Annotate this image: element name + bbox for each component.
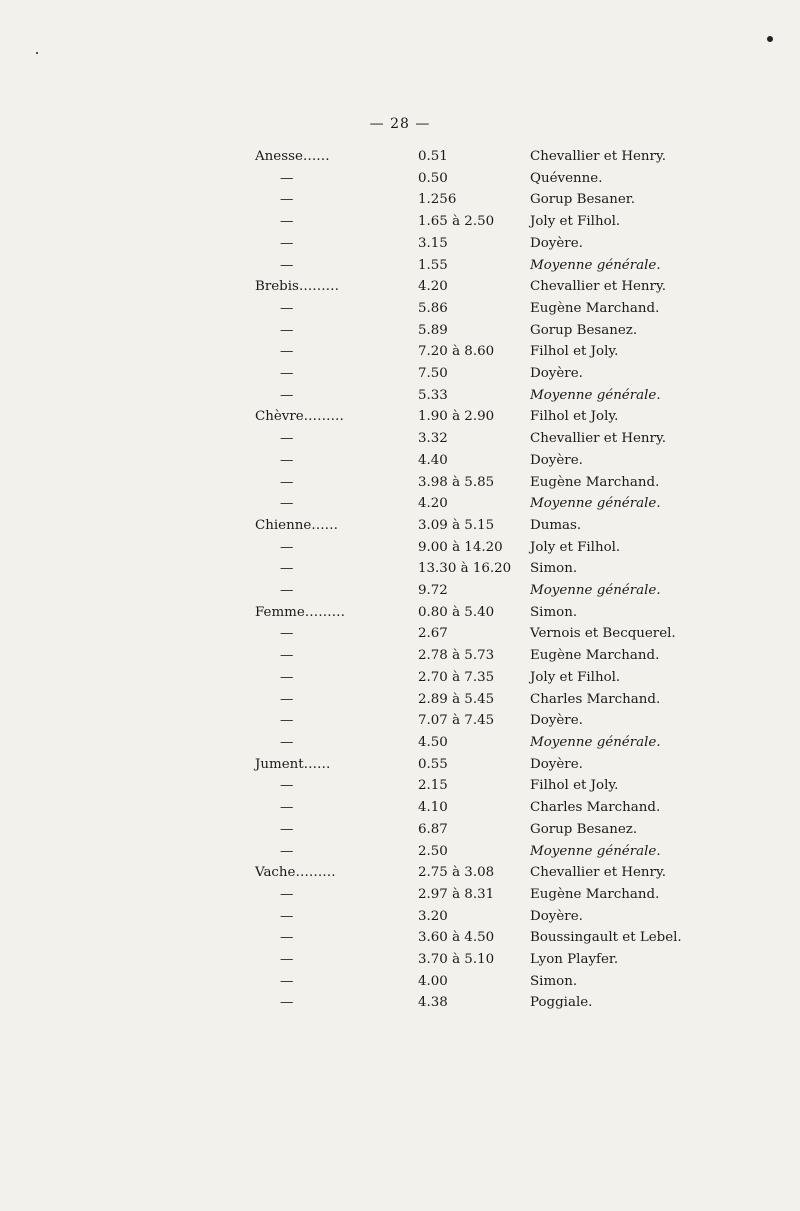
value-cell: 3.32 <box>418 431 448 447</box>
value-cell: 3.70 à 5.10 <box>418 952 495 968</box>
animal-cell: Chèvre……… <box>255 409 344 425</box>
table-row <box>255 320 682 342</box>
animal-cell: Vache……… <box>255 865 336 881</box>
value-cell: 4.40 <box>418 452 448 468</box>
table-row <box>255 602 682 624</box>
animal-cell: — <box>280 995 294 1011</box>
value-cell: 2.50 <box>418 843 448 859</box>
author-cell: Gorup Besanez. <box>530 821 638 837</box>
table-row <box>255 450 682 472</box>
author-cell: Lyon Playfer. <box>530 952 619 968</box>
table-row <box>255 992 682 1014</box>
animal-cell: Chienne…… <box>255 517 339 533</box>
animal-cell: — <box>280 539 294 555</box>
table-row <box>255 971 682 993</box>
value-cell: 4.38 <box>418 995 448 1011</box>
author-cell: Chevallier et Henry. <box>530 279 667 295</box>
table-row <box>255 580 682 602</box>
table-row <box>255 428 682 450</box>
author-cell: Charles Marchand. <box>530 691 661 707</box>
animal-cell: — <box>280 257 294 273</box>
table-row <box>255 537 682 559</box>
table-row <box>255 298 682 320</box>
author-cell: Eugène Marchand. <box>530 474 660 490</box>
table-row <box>255 906 682 928</box>
author-cell: Joly et Filhol. <box>530 539 621 555</box>
author-cell: Eugène Marchand. <box>530 648 660 664</box>
animal-cell: — <box>280 583 294 599</box>
value-cell: 1.55 <box>418 257 448 273</box>
author-cell: Chevallier et Henry. <box>530 431 667 447</box>
author-cell: Moyenne générale. <box>530 496 661 512</box>
author-cell: Gorup Besaner. <box>530 192 635 208</box>
value-cell: 9.00 à 14.20 <box>418 539 503 555</box>
table-row <box>255 927 682 949</box>
animal-cell: — <box>280 886 294 902</box>
animal-cell: Femme……… <box>255 604 345 620</box>
author-cell: Quévenne. <box>530 170 603 186</box>
animal-cell: Brebis……… <box>255 279 340 295</box>
author-cell: Dumas. <box>530 517 582 533</box>
value-cell: 1.65 à 2.50 <box>418 214 495 230</box>
author-cell: Moyenne générale. <box>530 257 661 273</box>
table-row <box>255 341 682 363</box>
table-row <box>255 276 682 298</box>
animal-cell: — <box>280 192 294 208</box>
value-cell: 4.50 <box>418 734 448 750</box>
author-cell: Eugène Marchand. <box>530 886 660 902</box>
author-cell: Boussingault et Lebel. <box>530 930 682 946</box>
value-cell: 4.20 <box>418 279 448 295</box>
author-cell: Joly et Filhol. <box>530 669 621 685</box>
table-row <box>255 797 682 819</box>
value-cell: 2.70 à 7.35 <box>418 669 495 685</box>
author-cell: Simon. <box>530 973 578 989</box>
animal-cell: — <box>280 366 294 382</box>
author-cell: Moyenne générale. <box>530 387 661 403</box>
table-row <box>255 819 682 841</box>
table-row <box>255 949 682 971</box>
value-cell: 2.78 à 5.73 <box>418 648 495 664</box>
table-row <box>255 623 682 645</box>
butter-content-table <box>255 146 682 1014</box>
table-row <box>255 406 682 428</box>
table-row <box>255 168 682 190</box>
animal-cell: — <box>280 561 294 577</box>
table-body <box>255 146 682 1014</box>
table-row <box>255 841 682 863</box>
value-cell: 3.98 à 5.85 <box>418 474 495 490</box>
author-cell: Doyère. <box>530 235 583 251</box>
author-cell: Doyère. <box>530 713 583 729</box>
ink-speck <box>36 52 38 54</box>
value-cell: 13.30 à 16.20 <box>418 561 512 577</box>
value-cell: 2.75 à 3.08 <box>418 865 495 881</box>
table-row <box>255 146 682 168</box>
animal-cell: — <box>280 474 294 490</box>
author-cell: Filhol et Joly. <box>530 344 619 360</box>
animal-cell: — <box>280 235 294 251</box>
table-row <box>255 472 682 494</box>
value-cell: 0.80 à 5.40 <box>418 604 495 620</box>
table-row <box>255 710 682 732</box>
ink-speck <box>767 36 773 42</box>
table-row <box>255 385 682 407</box>
table-row <box>255 363 682 385</box>
table-row <box>255 775 682 797</box>
animal-cell: — <box>280 496 294 512</box>
animal-cell: — <box>280 170 294 186</box>
animal-cell: — <box>280 952 294 968</box>
author-cell: Doyère. <box>530 452 583 468</box>
value-cell: 3.60 à 4.50 <box>418 930 495 946</box>
table-row <box>255 558 682 580</box>
table-row <box>255 189 682 211</box>
animal-cell: — <box>280 930 294 946</box>
animal-cell: — <box>280 669 294 685</box>
animal-cell: — <box>280 734 294 750</box>
table-row <box>255 233 682 255</box>
animal-cell: — <box>280 973 294 989</box>
author-cell: Filhol et Joly. <box>530 778 619 794</box>
value-cell: 5.33 <box>418 387 448 403</box>
page-number: — 28 — <box>369 116 431 132</box>
author-cell: Simon. <box>530 604 578 620</box>
animal-cell: — <box>280 431 294 447</box>
animal-cell: — <box>280 843 294 859</box>
author-cell: Charles Marchand. <box>530 800 661 816</box>
animal-cell: — <box>280 387 294 403</box>
author-cell: Moyenne générale. <box>530 734 661 750</box>
value-cell: 0.51 <box>418 149 448 164</box>
value-cell: 7.20 à 8.60 <box>418 344 495 360</box>
table-row <box>255 754 682 776</box>
table-row <box>255 211 682 233</box>
value-cell: 7.07 à 7.45 <box>418 713 495 729</box>
value-cell: 2.97 à 8.31 <box>418 886 495 902</box>
value-cell: 4.00 <box>418 973 448 989</box>
value-cell: 5.86 <box>418 300 448 316</box>
value-cell: 0.50 <box>418 170 448 186</box>
animal-cell: Jument…… <box>255 756 331 772</box>
value-cell: 3.15 <box>418 235 448 251</box>
value-cell: 0.55 <box>418 756 448 772</box>
value-cell: 3.09 à 5.15 <box>418 517 495 533</box>
value-cell: 2.15 <box>418 778 448 794</box>
animal-cell: — <box>280 626 294 642</box>
author-cell: Poggiale. <box>530 995 593 1011</box>
author-cell: Doyère. <box>530 366 583 382</box>
animal-cell: — <box>280 214 294 230</box>
table-row <box>255 862 682 884</box>
animal-cell: — <box>280 648 294 664</box>
value-cell: 3.20 <box>418 908 448 924</box>
author-cell: Chevallier et Henry. <box>530 149 667 164</box>
table-row <box>255 667 682 689</box>
author-cell: Joly et Filhol. <box>530 214 621 230</box>
table-row <box>255 645 682 667</box>
table-row <box>255 255 682 277</box>
author-cell: Eugène Marchand. <box>530 300 660 316</box>
animal-cell: — <box>280 452 294 468</box>
author-cell: Gorup Besanez. <box>530 322 638 338</box>
value-cell: 1.256 <box>418 192 457 208</box>
value-cell: 2.67 <box>418 626 448 642</box>
author-cell: Simon. <box>530 561 578 577</box>
author-cell: Filhol et Joly. <box>530 409 619 425</box>
value-cell: 5.89 <box>418 322 448 338</box>
table-row <box>255 689 682 711</box>
animal-cell: — <box>280 908 294 924</box>
value-cell: 4.20 <box>418 496 448 512</box>
animal-cell: — <box>280 691 294 707</box>
table-row <box>255 884 682 906</box>
author-cell: Chevallier et Henry. <box>530 865 667 881</box>
animal-cell: — <box>280 322 294 338</box>
author-cell: Doyère. <box>530 756 583 772</box>
value-cell: 2.89 à 5.45 <box>418 691 495 707</box>
animal-cell: — <box>280 300 294 316</box>
animal-cell: — <box>280 800 294 816</box>
author-cell: Vernois et Becquerel. <box>530 626 676 642</box>
value-cell: 1.90 à 2.90 <box>418 409 495 425</box>
animal-cell: Anesse…… <box>255 149 330 164</box>
author-cell: Doyère. <box>530 908 583 924</box>
table-row <box>255 515 682 537</box>
value-cell: 9.72 <box>418 583 448 599</box>
value-cell: 7.50 <box>418 366 448 382</box>
author-cell: Moyenne générale. <box>530 583 661 599</box>
value-cell: 6.87 <box>418 821 448 837</box>
animal-cell: — <box>280 344 294 360</box>
author-cell: Moyenne générale. <box>530 843 661 859</box>
value-cell: 4.10 <box>418 800 448 816</box>
animal-cell: — <box>280 713 294 729</box>
table-row <box>255 493 682 515</box>
animal-cell: — <box>280 821 294 837</box>
animal-cell: — <box>280 778 294 794</box>
table-row <box>255 732 682 754</box>
